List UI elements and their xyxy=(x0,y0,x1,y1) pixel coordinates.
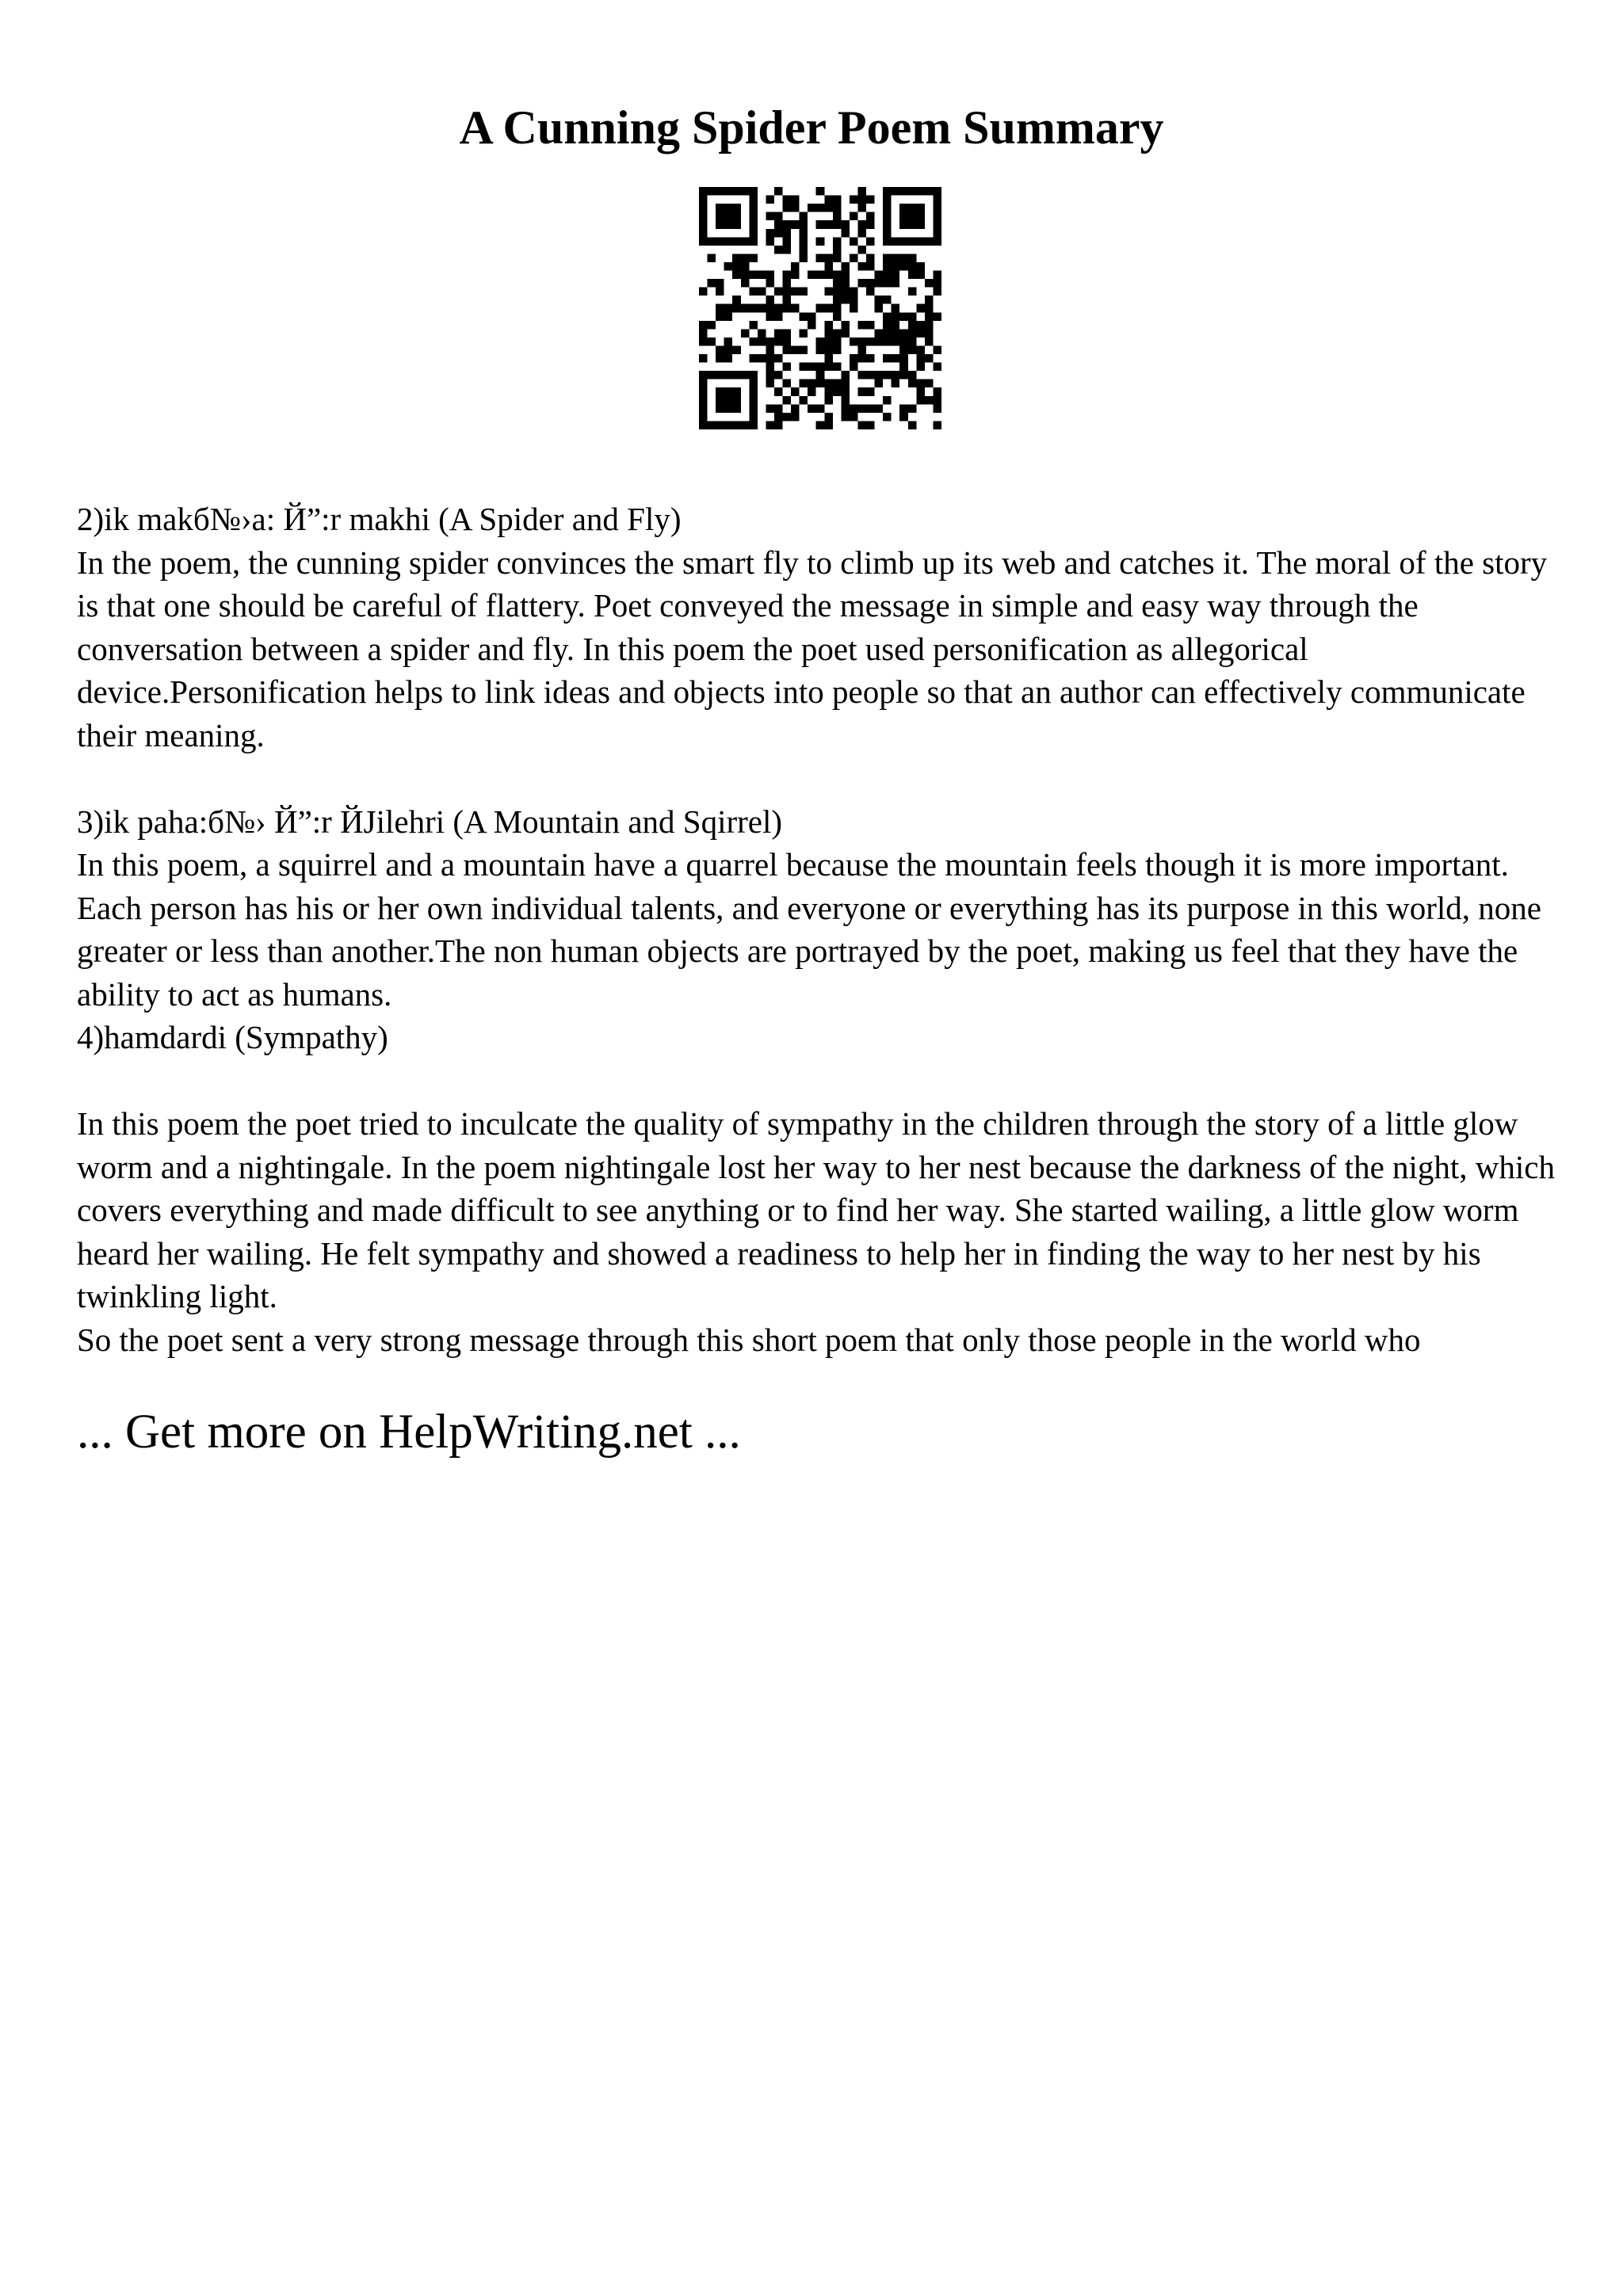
section-body-mountain-and-squirrel: In this poem, a squirrel and a mountain have a quarrel because the mountain feels though it is more important. Each person has his or her own individual talents, and everyone or everything has its purpose in this world, none greater or less than another.The non human objects are portrayed by the poet, making us feel that they have the ability to act as humans. xyxy=(77,846,1542,1013)
section-heading-mountain-and-squirrel: 3)ik paha:б№› Й”:r ЙJilehri (A Mountain and Sqirrel) xyxy=(77,803,783,840)
qr-code-icon xyxy=(699,187,941,429)
section-body-spider-and-fly: In the poem, the cunning spider convinces the smart fly to climb up its web and catches it. The moral of the story is that one should be careful of flattery. Poet conveyed the message in simple and easy way through the conversation between a spider and fly. In this poem the poet used personification as allegorical device.Personification helps to link ideas and objects into people so that an author can effectively communicate their meaning. xyxy=(77,543,1548,753)
section-heading-spider-and-fly: 2)ik makб№›a: Й”:r makhi (A Spider and Fly) xyxy=(77,501,682,537)
helpwriting-link[interactable]: ... Get more on HelpWriting.net ... xyxy=(77,1405,741,1459)
section-body-sympathy: In this poem the poet tried to inculcate the quality of sympathy in the children through the story of a little glow worm and a nightingale. In the poem nightingale lost her way to her nest because the darkness of the night, which covers everything and made difficult to see anything or to find her way. She started wailing, a little glow worm heard her wailing. He felt sympathy and showed a readiness to help her in finding the way to her nest by his twinkling light. xyxy=(77,1105,1555,1314)
document-body xyxy=(77,498,1567,1464)
section-body-sympathy-continued: So the poet sent a very strong message through this short poem that only those people in the world who xyxy=(77,1321,1421,1358)
section-heading-sympathy: 4)hamdardi (Sympathy) xyxy=(77,1019,388,1055)
page-title: A Cunning Spider Poem Summary xyxy=(459,101,1164,154)
